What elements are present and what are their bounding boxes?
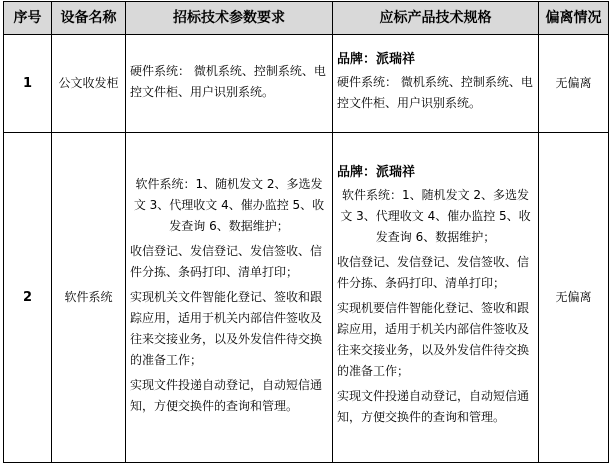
spec-paragraph: 实现机要信件智能化登记、签收和跟踪应用，适用于机关内部信件签收及往来交接业务，以及外发信件待交换的准备工作；	[337, 301, 530, 378]
tech-spec-table	[3, 1, 609, 463]
spec-paragraph: 收信登记、发信登记、发信签收、信件分拣、条码打印、清单打印；	[337, 255, 530, 290]
header-row	[4, 2, 609, 35]
requirement-paragraph: 收信登记、发信登记、发信签收、信件分拣、条码打印、清单打印；	[130, 244, 323, 279]
header-deviation: 偏离情况	[539, 2, 609, 35]
header-no: 序号	[4, 2, 52, 35]
brand-label: 品牌：派瑞祥	[337, 165, 416, 180]
deviation-status: 无偏离	[539, 133, 609, 463]
spec-table-page	[3, 1, 608, 463]
table-row	[4, 35, 609, 133]
product-spec-cell	[333, 35, 539, 133]
header-requirements: 招标技术参数要求	[126, 2, 333, 35]
brand-label: 品牌：派瑞祥	[337, 51, 416, 67]
spec-paragraph: 软件系统：1、随机发文 2、多选发文 3、代理收文 4、催办监控 5、收发查询 6、数据维护；	[340, 188, 531, 244]
requirements-cell	[126, 133, 333, 463]
spec-paragraph: 硬件系统： 微机系统、控制系统、电控文件柜、用户识别系统。	[337, 74, 533, 110]
row-number: 1	[4, 35, 52, 133]
table-row	[4, 133, 609, 463]
header-product-spec: 应标产品技术规格	[333, 2, 539, 35]
header-device: 设备名称	[52, 2, 126, 35]
device-name: 公文收发柜	[52, 35, 126, 133]
row-number: 2	[4, 133, 52, 463]
deviation-status: 无偏离	[539, 35, 609, 133]
product-spec-cell	[333, 133, 539, 463]
device-name: 软件系统	[52, 133, 126, 463]
spec-paragraph: 实现文件投递自动登记，自动短信通知，方便交换件的查询和管理。	[337, 389, 530, 424]
requirements-cell	[126, 35, 333, 133]
requirement-paragraph: 实现机关文件智能化登记、签收和跟踪应用，适用于机关内部信件签收及往来交接业务，以及外发信件待交换的准备工作；	[130, 290, 323, 367]
requirement-paragraph: 软件系统：1、随机发文 2、多选发文 3、代理收文 4、催办监控 5、收发查询 6、数据维护；	[133, 177, 325, 233]
requirement-paragraph: 硬件系统： 微机系统、控制系统、电控文件柜、用户识别系统。	[130, 63, 326, 99]
requirement-paragraph: 实现文件投递自动登记，自动短信通知，方便交换件的查询和管理。	[130, 378, 323, 413]
